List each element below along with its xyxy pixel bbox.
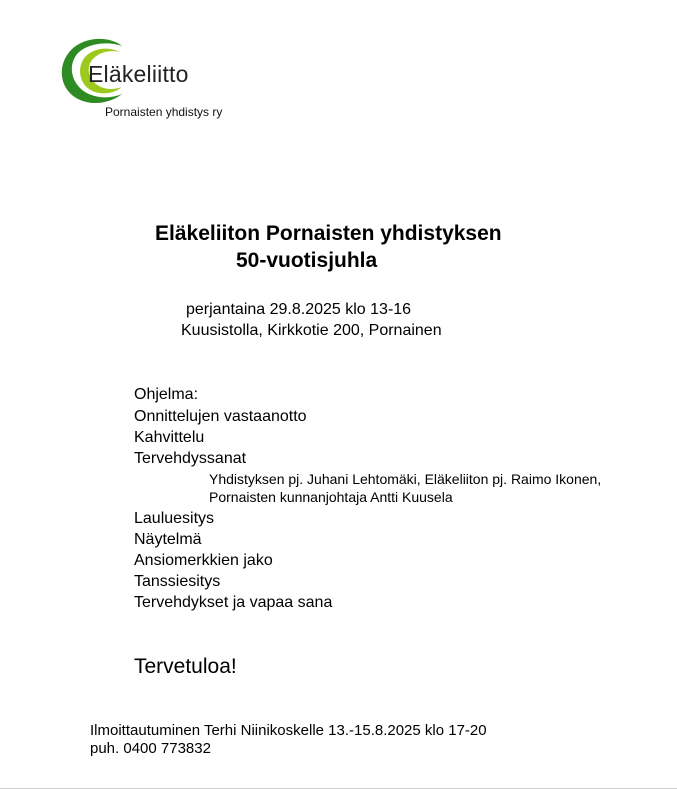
registration-info: Ilmoittautuminen Terhi Niinikoskelle 13.-15.8.2025 klo 17-20 <box>90 722 487 739</box>
list-item: Kahvittelu <box>134 429 205 446</box>
list-item: Onnittelujen vastaanotto <box>134 408 307 425</box>
programme-list <box>134 407 609 614</box>
list-item: Näytelmä <box>134 531 202 548</box>
list-item: Tanssiesitys <box>134 573 221 590</box>
registration-phone: puh. 0400 773832 <box>90 740 211 757</box>
page-bottom-divider <box>0 788 677 789</box>
organization-name: Pornaisten yhdistys ry <box>105 105 223 119</box>
programme-heading: Ohjelma: <box>134 386 199 403</box>
greeting-speakers: Yhdistyksen pj. Juhani Lehtomäki, Eläkeliiton pj. Raimo Ikonen, Pornaisten kunnanjohtaja Antti Kuusela <box>209 471 602 505</box>
logo-wordmark: Eläkeliitto <box>88 61 189 87</box>
welcome-text: Tervetuloa! <box>134 655 237 678</box>
event-date-time: perjantaina 29.8.2025 klo 13-16 <box>186 301 412 318</box>
list-item: Tervehdyssanat <box>134 450 247 467</box>
list-item: Tervehdykset ja vapaa sana <box>134 594 333 611</box>
list-item: Lauluesitys <box>134 510 215 527</box>
page-title-line1: Eläkeliiton Pornaisten yhdistyksen <box>155 222 502 245</box>
list-item: Ansiomerkkien jako <box>134 552 273 569</box>
page-title-line2: 50-vuotisjuhla <box>236 249 378 272</box>
event-location: Kuusistolla, Kirkkotie 200, Pornainen <box>181 322 442 339</box>
